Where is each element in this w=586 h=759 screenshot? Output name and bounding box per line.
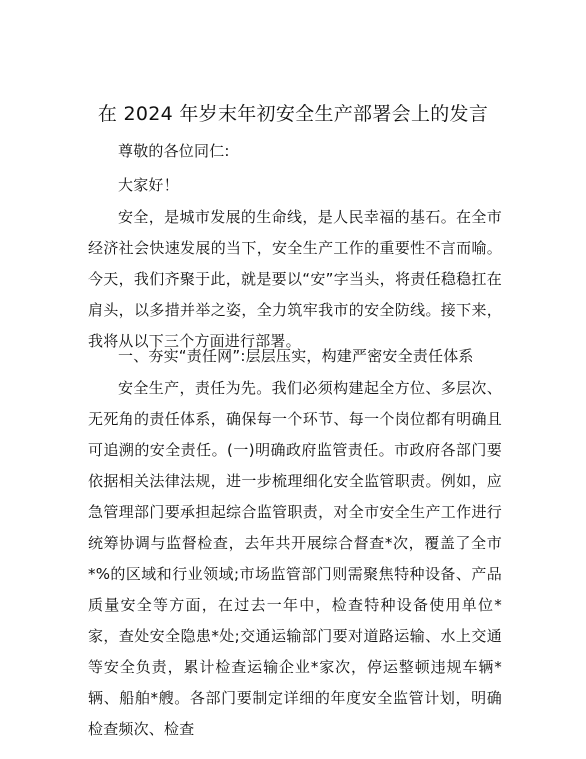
document-title: 在 2024 年岁末年初安全生产部署会上的发言 [97,103,489,125]
salutation: 尊敬的各位同仁: [118,142,230,160]
greeting: 大家好！ [118,176,179,194]
section-body-paragraph: 安全生产，责任为先。我们必须构建起全方位、多层次、无死角的责任体系，确保每一个环节、每一个岗位都有明确且可追溯的安全责任。(一)明确政府监管责任。市政府各部门要依据相关法律法规，进一步梳理细化安全监管职责。例如，应急管理部门要承担起综合监管职责，对全市安全生产工作进行统筹协调与监督检查，去年共开展综合督查*次，覆盖了全市*%的区域和行业领域;市场监管部门则需聚焦特种设备、产品质量安全等方面，在过去一年中，检查特种设备使用单位*家，查处安全隐患*处;交通运输部门要对道路运输、水上交通等安全负责，累计检查运输企业*家次，停运整顿违规车辆*辆、船舶*艘。各部门要制定详细的年度安全监管计划，明确检查频次、检查 [88,379,502,738]
section-heading: 一、夯实“责任网”:层层压实，构建严密安全责任体系 [118,347,474,365]
intro-paragraph: 安全，是城市发展的生命线，是人民幸福的基石。在全市经济社会快速发展的当下，安全生产工作的重要性不言而喻。今天，我们齐聚于此，就是要以“安”字当头，将责任稳稳扛在肩头，以多措并举之姿，全力筑牢我市的安全防线。接下来，我将从以下三个方面进行部署。 [88,208,502,350]
